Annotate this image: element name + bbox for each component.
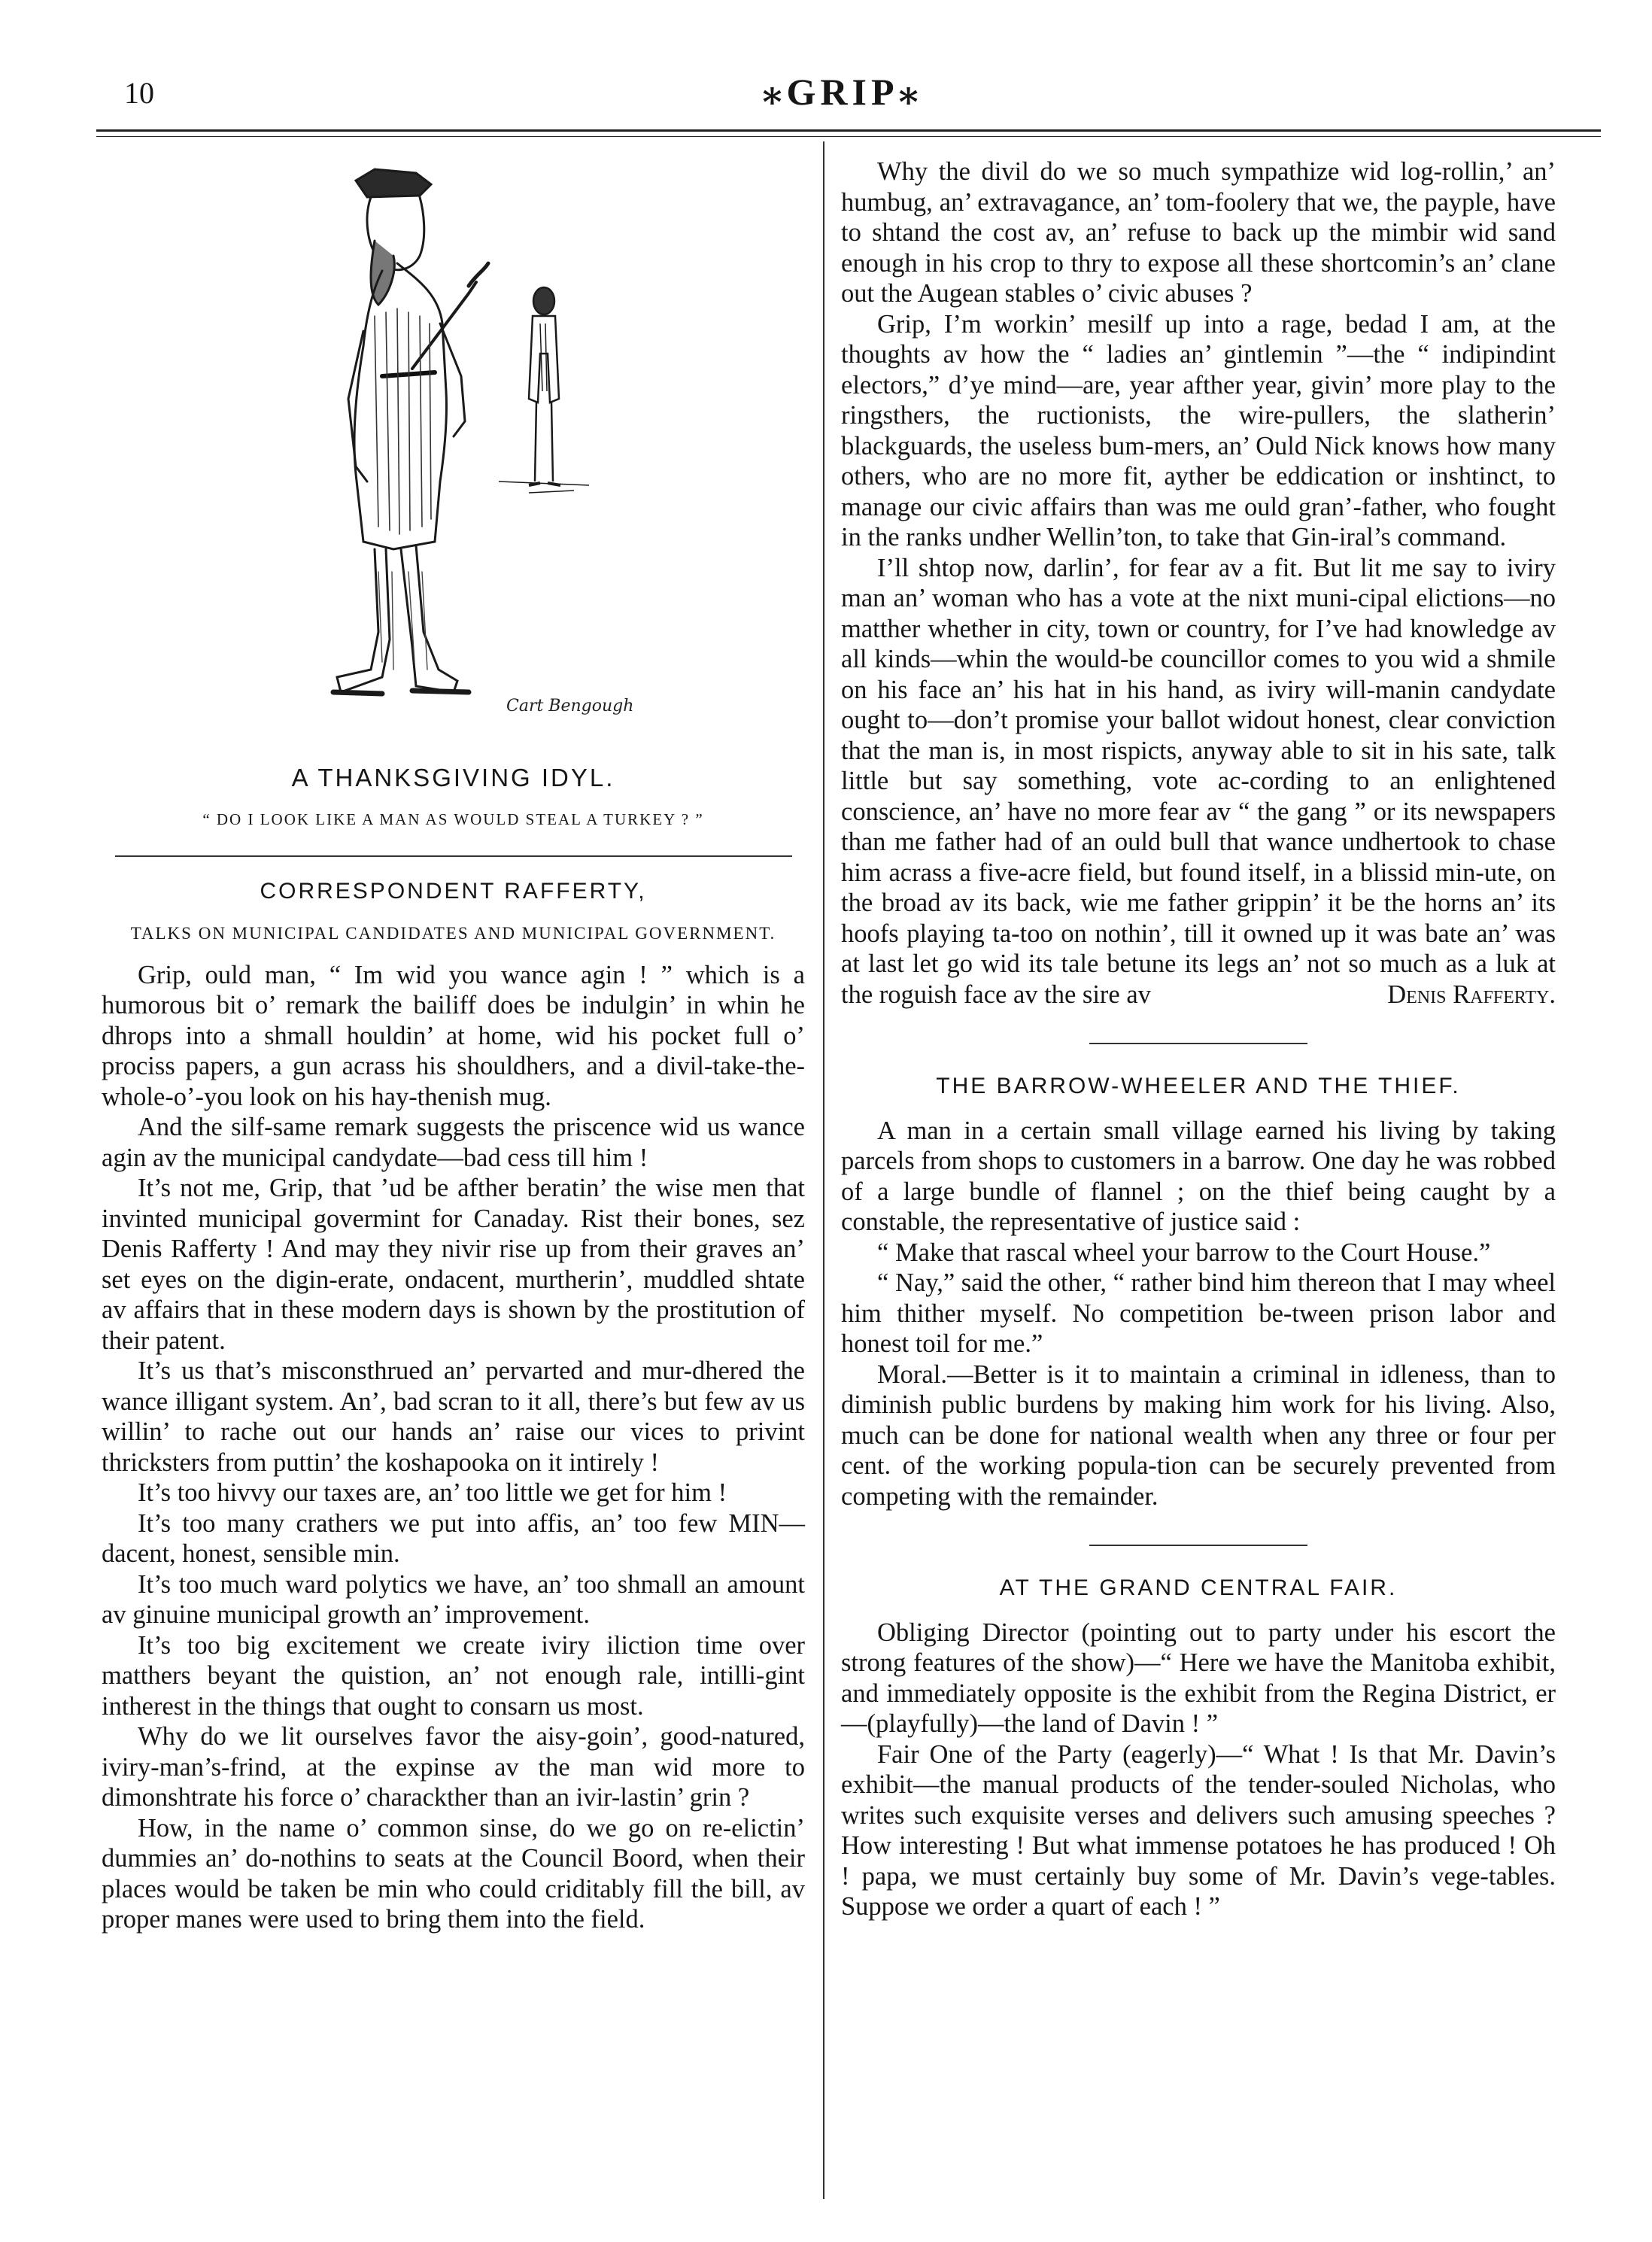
right-column (841, 156, 1556, 1922)
page-number: 10 (124, 76, 154, 110)
rafferty-subtitle: TALKS ON MUNICIPAL CANDIDATES AND MUNICIPAL GOVERNMENT. (130, 923, 776, 943)
rafferty-paragraph: It’s us that’s misconsthrued an’ pervarted and mur-dhered the wance illigant system. An’, bad scran to it all, there’s but few av us willin’ to rache out our hands an’ raise our vices to privint thricksters from puttin’ the koshapooka on it intirely ! (102, 1356, 805, 1477)
barrow-paragraph: “ Nay,” said the other, “ rather bind him thereon that I may wheel him thither myself. No competition be-tween prison labor and honest toil for me.” (841, 1268, 1556, 1358)
rafferty-paragraph: It’s too many crathers we put into affis, an’ too few MIN—dacent, honest, sensible min. (102, 1508, 805, 1568)
rafferty-title: CORRESPONDENT RAFFERTY, (260, 879, 647, 904)
artist-signature: Cart Bengough (506, 697, 633, 715)
masthead-title: ⁎GRIP⁎ (762, 71, 923, 113)
rafferty-paragraph: Grip, I’m workin’ mesilf up into a rage, bedad I am, at the thoughts av how the “ ladies an’ gintlemin ”—the “ indipindint electors,” d’ye mind—are, year afther year, givin’ more play to the ringsthers, the ructionists, the wire-pullers, the slatherin’ blackguards, the useless bum-mers, an’ Ould Nick knows how many others, who are no more fit, ayther be eddication or inshtinct, to manage our civic affairs than was me ould gran’-father, who fought in the ranks undher Wellin’ton, to take that Gin-iral’s command. (841, 309, 1556, 551)
page-header (87, 71, 1599, 126)
rafferty-paragraph: It’s too big excitement we create iviry iliction time over matthers beyant the quistion, an’ not enough rale, intilli-gint intherest in the things that ought to consarn us most. (102, 1630, 805, 1721)
barrow-paragraph: Moral.—Better is it to maintain a criminal in idleness, than to diminish public burdens by making him work for his living. Also, much can be done for national wealth when any three or four per cent. of the working popula-tion can be securely prevented from competing with the remainder. (841, 1359, 1556, 1511)
barrow-paragraph: A man in a certain small village earned his living by taking parcels from shops to customers in a barrow. One day he was robbed of a large bundle of flannel ; on the thief being caught by a constable, the representative of justice said : (841, 1116, 1556, 1236)
illustration-subcaption: “ DO I LOOK LIKE A MAN AS WOULD STEAL A TURKEY ? ” (202, 810, 704, 828)
rafferty-paragraph: Why do we lit ourselves favor the aisy-goin’, good-natured, iviry-man’s-frind, at the expinse av the man wid more to dimonshtrate his force o’ charackther than an ivir-lastin’ grin ? (102, 1722, 805, 1812)
rafferty-paragraph: It’s too much ward polytics we have, an’ too shmall an amount av ginuine municipal growth an’ improvement. (102, 1569, 805, 1629)
barrow-title: THE BARROW-WHEELER AND THE THIEF. (936, 1074, 1461, 1098)
fair-paragraph: Fair One of the Party (eagerly)—“ What ! Is that Mr. Davin’s exhibit—the manual products of the tender-souled Nicholas, who writes such exquisite verses and delivers such amusing speeches ? How interesting ! But what immense potatoes he has produced ! Oh ! papa, we must certainly buy some of Mr. Davin’s vege-tables. Suppose we order a quart of each ! ” (841, 1739, 1556, 1921)
thanksgiving-illustration (243, 150, 664, 752)
rafferty-paragraph: Grip, ould man, “ Im wid you wance agin ! ” which is a humorous bit o’ remark the bailiff does be indulgin’ in whin he dhrops into a shmall houldin’ at home, wid his pocket full o’ prociss papers, a gun acrass his shouldhers, and a divil-take-the-whole-o’-you look on his hay-thenish mug. (102, 960, 805, 1111)
illustration-caption: A THANKSGIVING IDYL. (291, 764, 615, 791)
column-divider (823, 141, 824, 2199)
rafferty-paragraph: Why the divil do we so much sympathize wid log-rollin,’ an’ humbug, an’ extravagance, an’ tom-foolery that we, the payple, have to shtand the cost av, an’ refuse to back up the mimbir wid sand enough in his crop to thry to expose all these shortcomin’s an’ clane out the Augean stables o’ civic abuses ? (841, 157, 1556, 308)
header-rule (96, 129, 1601, 132)
rafferty-paragraph: It’s not me, Grip, that ’ud be afther beratin’ the wise men that invinted municipal govermint for Canaday. Rist their bones, sez Denis Rafferty ! And may they nivir rise up from their graves an’ set eyes on the digin-erate, ondacent, murtherin’, muddled shtate av affairs that in these modern days is shown by the prostitution of their patent. (102, 1174, 805, 1355)
fair-paragraph: Obliging Director (pointing out to party under his escort the strong features of the show)—“ Here we have the Manitoba exhibit, and immediately opposite is the exhibit from the Regina District, er—(playfully)—the land of Davin ! ” (841, 1618, 1556, 1738)
rafferty-paragraph: How, in the name o’ common sinse, do we go on re-elictin’ dummies an’ do-nothins to seats at the Council Boord, when their places would be taken be min who could criditably fill the bill, av proper manes were used to bring them into the field. (102, 1813, 805, 1934)
section-divider (115, 855, 792, 857)
rafferty-paragraph: And the silf-same remark suggests the priscence wid us wance agin av the municipal candydate—bad cess till him ! (102, 1113, 805, 1172)
left-column (102, 150, 805, 1935)
rafferty-paragraph-last (841, 553, 1556, 1010)
section-divider (1089, 1545, 1307, 1546)
rafferty-signature: Denis Rafferty. (1387, 980, 1556, 1009)
rafferty-closing-text: I’ll shtop now, darlin’, for fear av a fit. But lit me say to iviry man an’ woman who has a vote at the nixt muni-cipal elictions—no matther whether in city, town or country, for I’ve had knowledge av all kinds—whin the would-be councillor comes to you wid a shmile on his face an’ his hat in his hand, as iviry will-manin candydate ought to—don’t promise your ballot widout honest, clear conviction that the man is, in most rispicts, anyway able to sit in his sate, talk little but say something, vote ac-cording to an enlightened conscience, an’ have no more fear av “ the gang ” or its newspapers than me father had of an ould bull that wance undhertook to chase him acrass a five-acre field, but found itself, in a blissid min-ute, on the broad av its back, wie me father grippin’ it be the horns an’ its hoofs playing ta-too on nothin’, till it owned up it was bate an’ was at last let go wid its tale betune its legs an’ not so much as a luk at the roguish face av the sire av (841, 553, 1556, 1009)
rafferty-paragraph: It’s too hivvy our taxes are, an’ too little we get for him ! (138, 1478, 727, 1507)
barrow-paragraph: “ Make that rascal wheel your barrow to the Court House.” (877, 1238, 1491, 1267)
fair-title: AT THE GRAND CENTRAL FAIR. (999, 1575, 1398, 1600)
section-divider (1089, 1043, 1307, 1044)
header-rule-thin (96, 136, 1601, 137)
